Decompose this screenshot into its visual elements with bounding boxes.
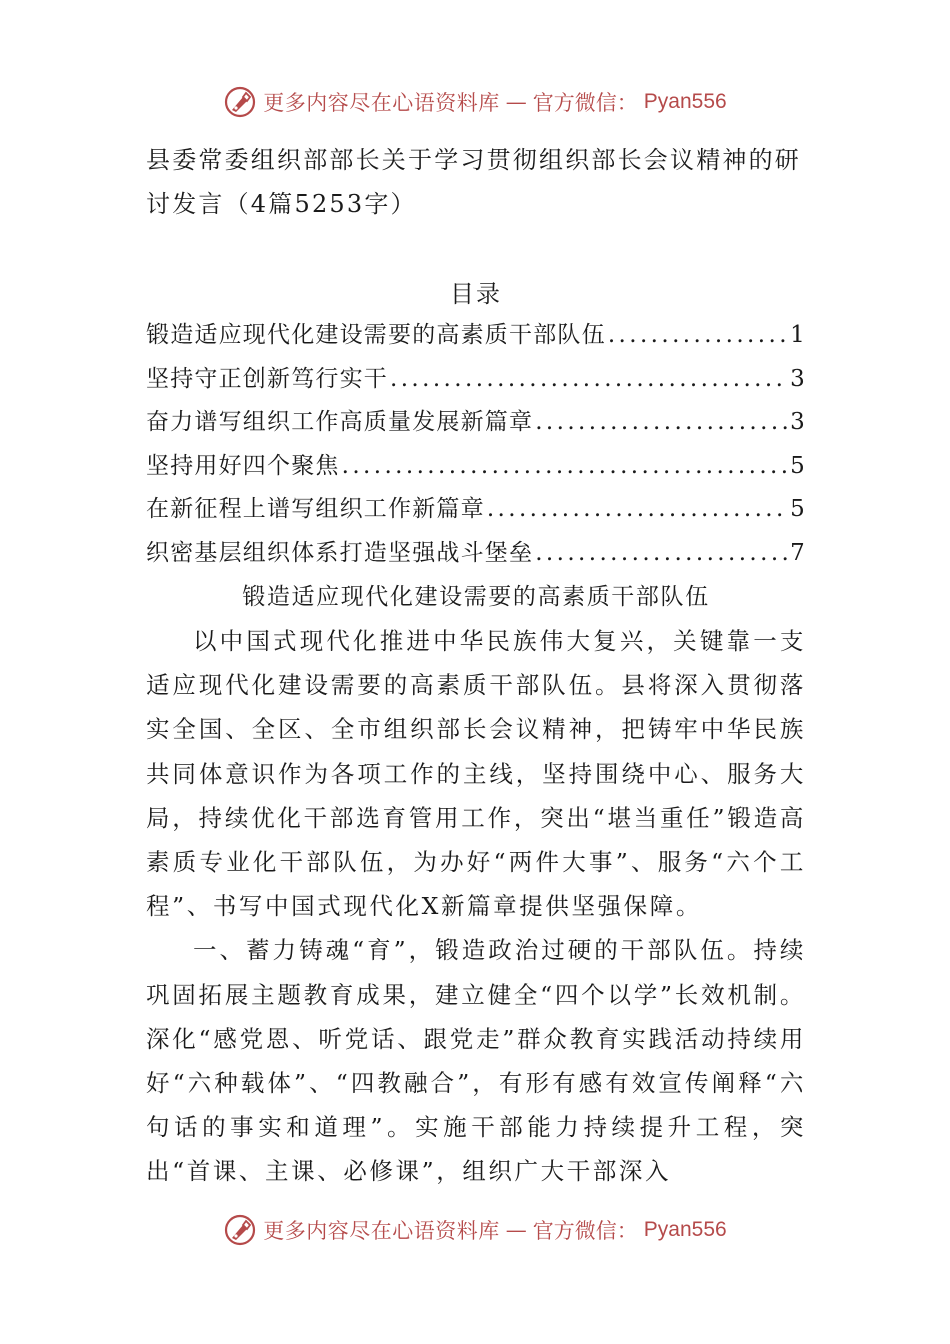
toc-item-page: 5 xyxy=(790,452,806,479)
watermark-wechat-label: 官方微信： xyxy=(532,91,638,115)
watermark-text: 更多内容尽在心语资料库 xyxy=(263,91,500,115)
toc-item[interactable] xyxy=(146,532,806,576)
toc-item[interactable] xyxy=(146,445,806,489)
pen-nib-logo-icon xyxy=(223,85,257,119)
document-title: 县委常委组织部部长关于学习贯彻组织部长会议精神的研讨发言（4篇5253字） xyxy=(146,146,801,218)
section-title: 锻造适应现代化建设需要的高素质干部队伍 xyxy=(242,584,710,610)
watermark-separator: — xyxy=(505,1218,527,1242)
toc-item-text: 锻造适应现代化建设需要的高素质干部队伍 xyxy=(146,322,606,348)
toc-leader-dots xyxy=(487,488,788,532)
watermark-wechat-id: Pyan556 xyxy=(643,1218,727,1241)
toc-item-page: 5 xyxy=(790,496,806,522)
body-paragraph: 一、蓄力铸魂“育”，锻造政治过硬的干部队伍。持续巩固拓展主题教育成果，建立健全“四个以学”长效机制。深化“感党恩、听党话、跟党走”群众教育实践活动持续用好“六种载体”、“四教融合”，有形有感有效宣传阐释“六句话的事实和道理”。实施干部能力持续提升工程，突出“首课、主课、必修课”，组织广大干部深入 xyxy=(146,936,806,1186)
toc-item[interactable] xyxy=(146,401,806,445)
pen-nib-logo-icon xyxy=(223,1213,257,1247)
toc-item-text: 织密基层组织体系打造坚强战斗堡垒 xyxy=(146,539,534,566)
body-paragraph: 以中国式现代化推进中华民族伟大复兴，关键靠一支适应现代化建设需要的高素质干部队伍。县将深入贯彻落实全国、全区、全市组织部长会议精神，把铸牢中华民族共同体意识作为各项工作的主线，坚持围绕中心、服务大局，持续优化干部选育管用工作，突出“堪当重任”锻造高素质专业化干部队伍，为办好“两件大事”、服务“六个工程”、书写中国式现代化X新篇章提供坚强保障。 xyxy=(146,627,806,921)
toc-leader-dots xyxy=(390,358,788,402)
toc-item[interactable] xyxy=(146,314,806,358)
toc-item-page: 3 xyxy=(790,409,806,435)
toc-item-page: 1 xyxy=(790,322,806,348)
toc-leader-dots xyxy=(608,314,788,358)
toc-leader-dots xyxy=(535,401,788,445)
toc-item[interactable] xyxy=(146,488,806,532)
table-of-contents xyxy=(146,314,806,575)
toc-item-text: 在新征程上谱写组织工作新篇章 xyxy=(146,496,485,522)
toc-leader-dots xyxy=(535,532,788,576)
toc-item-page: 3 xyxy=(790,365,806,392)
watermark-banner-bottom xyxy=(0,1210,950,1250)
watermark-separator: — xyxy=(505,90,527,114)
watermark-text: 更多内容尽在心语资料库 xyxy=(263,1219,500,1243)
toc-item-page: 7 xyxy=(790,539,806,566)
toc-item-text: 坚持用好四个聚焦 xyxy=(146,452,340,479)
watermark-banner-top xyxy=(0,82,950,122)
toc-heading: 目录 xyxy=(450,280,502,308)
watermark-wechat-id: Pyan556 xyxy=(643,90,727,113)
toc-item-text: 坚持守正创新笃行实干 xyxy=(146,365,388,392)
toc-item[interactable] xyxy=(146,358,806,402)
document-body xyxy=(146,138,806,1194)
toc-item-text: 奋力谱写组织工作高质量发展新篇章 xyxy=(146,409,534,435)
toc-leader-dots xyxy=(342,445,789,489)
watermark-wechat-label: 官方微信： xyxy=(532,1219,638,1243)
